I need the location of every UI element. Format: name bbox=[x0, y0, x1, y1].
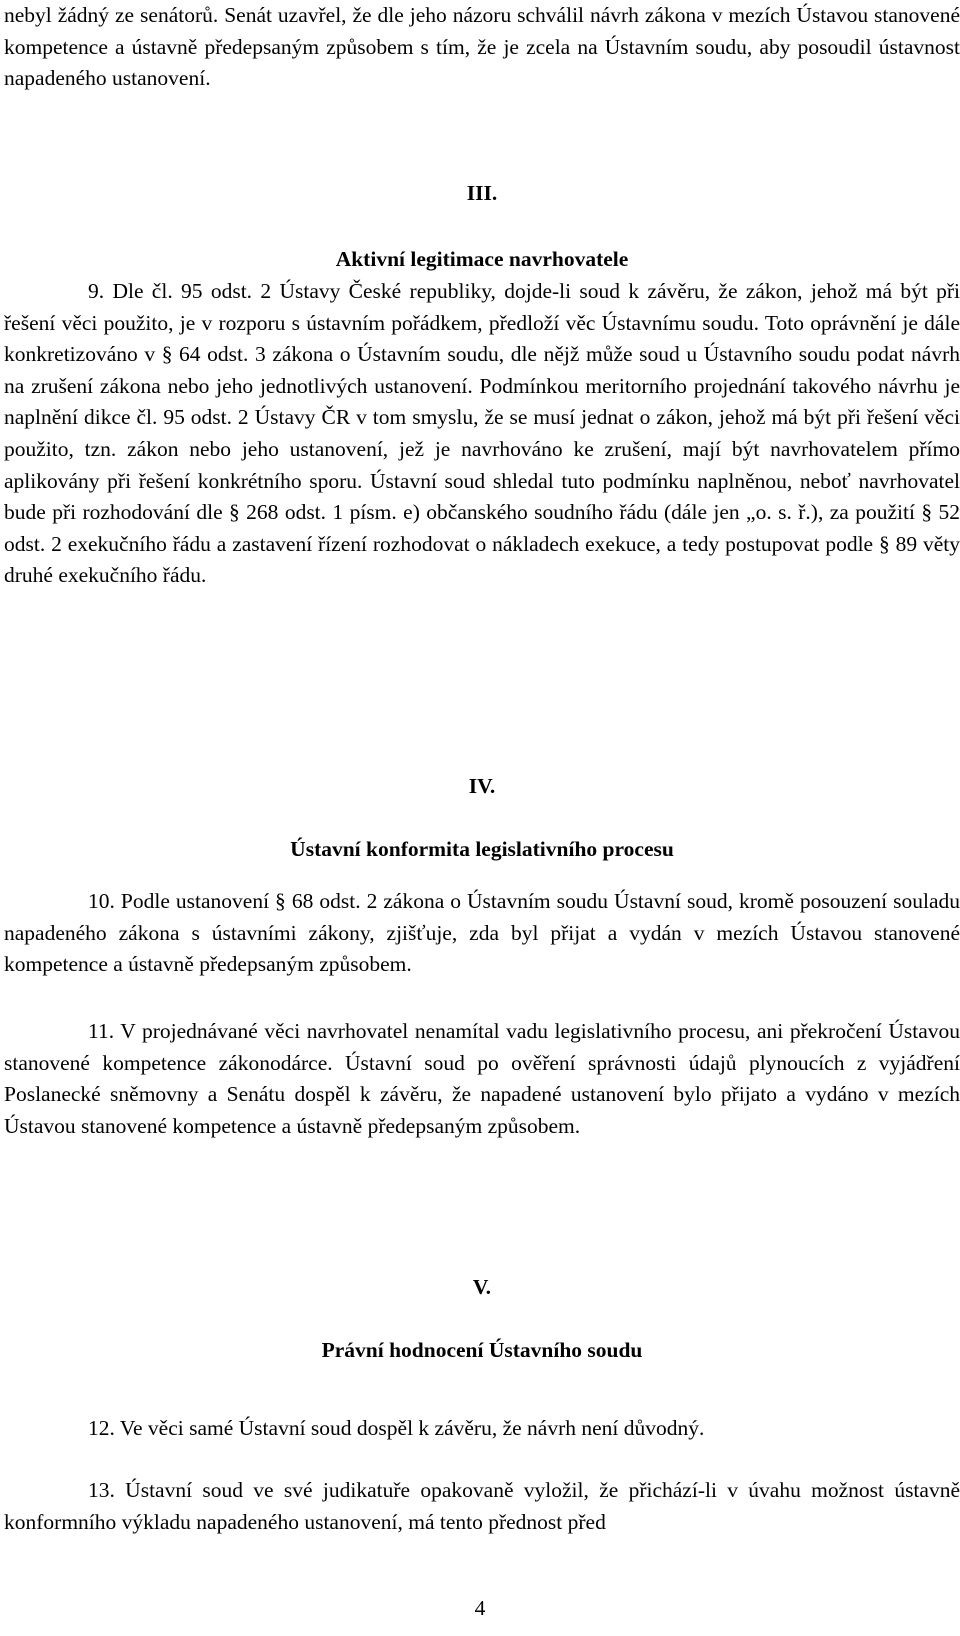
section-3-number: III. bbox=[466, 181, 498, 205]
page-number: 4 bbox=[474, 1596, 486, 1620]
section-3-title: Aktivní legitimace navrhovatele bbox=[335, 247, 629, 271]
paragraph-intro: nebyl žádný ze senátorů. Senát uzavřel, že dle jeho názoru schválil návrh zákona v mezích Ústavou stanovené kompetence a ústavně předepsaným způsobem s tím, že je zcela na Ústavním soudu, aby posoudil ústavnost napadeného ustanovení. bbox=[4, 3, 960, 91]
section-4-number: IV. bbox=[468, 774, 496, 798]
paragraph-12: 12. Ve věci samé Ústavní soud dospěl k závěru, že návrh není důvodný. bbox=[88, 1416, 705, 1440]
paragraph-11: 11. V projednávané věci navrhovatel nenamítal vadu legislativního procesu, ani překročení Ústavou stanovené kompetence zákonodárce. Ústavní soud po ověření správnosti údajů plynoucích z vyjádření Poslanecké sněmovny a Senátu dospěl k závěru, že napadené ustanovení bylo přijato a vydáno v mezích Ústavou stanovené kompetence a ústavně předepsaným způsobem. bbox=[4, 1019, 960, 1138]
section-5-title: Právní hodnocení Ústavního soudu bbox=[321, 1338, 643, 1362]
section-5-number: V. bbox=[472, 1275, 492, 1299]
paragraph-10: 10. Podle ustanovení § 68 odst. 2 zákona o Ústavním soudu Ústavní soud, kromě posouzení souladu napadeného zákona s ústavními zákony, zjišťuje, zda byl přijat a vydán v mezích Ústavou stanovené kompetence a ústavně předepsaným způsobem. bbox=[4, 889, 960, 977]
paragraph-9: 9. Dle čl. 95 odst. 2 Ústavy České republiky, dojde-li soud k závěru, že zákon, jehož má být při řešení věci použito, je v rozporu s ústavním pořádkem, předloží věc Ústavnímu soudu. Toto oprávnění je dále konkretizováno v § 64 odst. 3 zákona o Ústavním soudu, dle nějž může soud u Ústavního soudu podat návrh na zrušení zákona nebo jeho jednotlivých ustanovení. Podmínkou meritorního projednání takového návrhu je naplnění dikce čl. 95 odst. 2 Ústavy ČR v tom smyslu, že se musí jednat o zákon, jehož má být při řešení věci použito, tzn. zákon nebo jeho ustanovení, jež je navrhováno ke zrušení, mají být navrhovatelem přímo aplikovány při řešení konkrétního sporu. Ústavní soud shledal tuto podmínku naplněnou, neboť navrhovatel bude při rozhodování dle § 268 odst. 1 písm. e) občanského soudního řádu (dále jen „o. s. ř.), za použití § 52 odst. 2 exekučního řádu a zastavení řízení rozhodovat o nákladech exekuce, a tedy postupovat podle § 89 věty druhé exekučního řádu. bbox=[4, 279, 960, 588]
section-4-title: Ústavní konformita legislativního procesu bbox=[290, 837, 674, 861]
paragraph-13: 13. Ústavní soud ve své judikatuře opakovaně vyložil, že přichází-li v úvahu možnost ústavně konformního výkladu napadeného ustanovení, má tento přednost před bbox=[4, 1478, 960, 1534]
